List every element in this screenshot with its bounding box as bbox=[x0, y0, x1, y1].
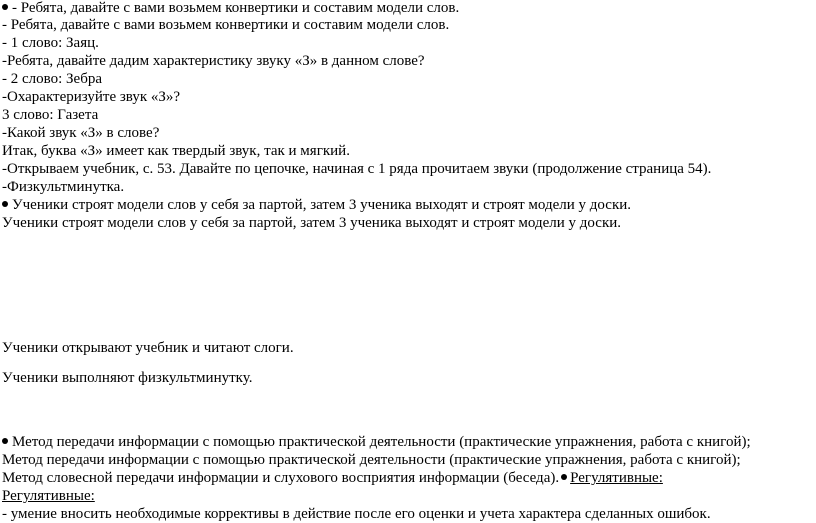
text-line-7: 3 слово: Газета bbox=[2, 107, 99, 123]
bullet-icon bbox=[2, 438, 8, 444]
bullet-icon bbox=[561, 474, 567, 480]
text-line-18 bbox=[2, 469, 663, 487]
text-line-9: Итак, буква «З» имеет как твердый звук, так и мягкий. bbox=[2, 143, 350, 159]
text-line-16 bbox=[2, 433, 751, 451]
line-text: Метод передачи информации с помощью практической деятельности (практические упражнения, работа с книгой); bbox=[12, 434, 751, 450]
text-line-1 bbox=[2, 0, 459, 17]
text-line-19: Регулятивные: bbox=[2, 488, 95, 504]
text-line-4: -Ребята, давайте дадим характеристику звуку «З» в данном слове? bbox=[2, 53, 425, 69]
text-line-11: -Физкультминутка. bbox=[2, 179, 125, 195]
text-line-14: Ученики открывают учебник и читают слоги. bbox=[2, 340, 294, 356]
text-line-8: -Какой звук «З» в слове? bbox=[2, 125, 160, 141]
text-line-13: Ученики строят модели слов у себя за партой, затем 3 ученика выходят и строят модели у доски. bbox=[2, 215, 622, 231]
line-text: - Ребята, давайте с вами возьмем конвертики и составим модели слов. bbox=[12, 0, 460, 16]
line-text: Метод словесной передачи информации и слухового восприятия информации (беседа). bbox=[2, 470, 560, 486]
bullet-icon bbox=[2, 4, 8, 10]
text-line-17: Метод передачи информации с помощью практической деятельности (практические упражнения, работа с книгой); bbox=[2, 452, 741, 468]
text-line-6: -Охарактеризуйте звук «З»? bbox=[2, 89, 181, 105]
bullet-icon bbox=[2, 201, 8, 207]
text-line-5: - 2 слово: Зебра bbox=[2, 71, 102, 87]
text-line-2: - Ребята, давайте с вами возьмем конвертики и составим модели слов. bbox=[2, 17, 450, 33]
text-line-20: - умение вносить необходимые коррективы в действие после его оценки и учета характера сделанных ошибок. bbox=[2, 506, 711, 522]
text-line-3: - 1 слово: Заяц. bbox=[2, 35, 99, 51]
line-text: Ученики строят модели слов у себя за партой, затем 3 ученика выходят и строят модели у доски. bbox=[12, 197, 632, 213]
text-line-10: -Открываем учебник, с. 53. Давайте по цепочке, начиная с 1 ряда прочитаем звуки (продолжение страница 54). bbox=[2, 161, 712, 177]
text-line-12 bbox=[2, 196, 631, 214]
text-line-15: Ученики выполняют физкультминутку. bbox=[2, 370, 253, 386]
heading-regulative: Регулятивные: bbox=[570, 470, 663, 486]
